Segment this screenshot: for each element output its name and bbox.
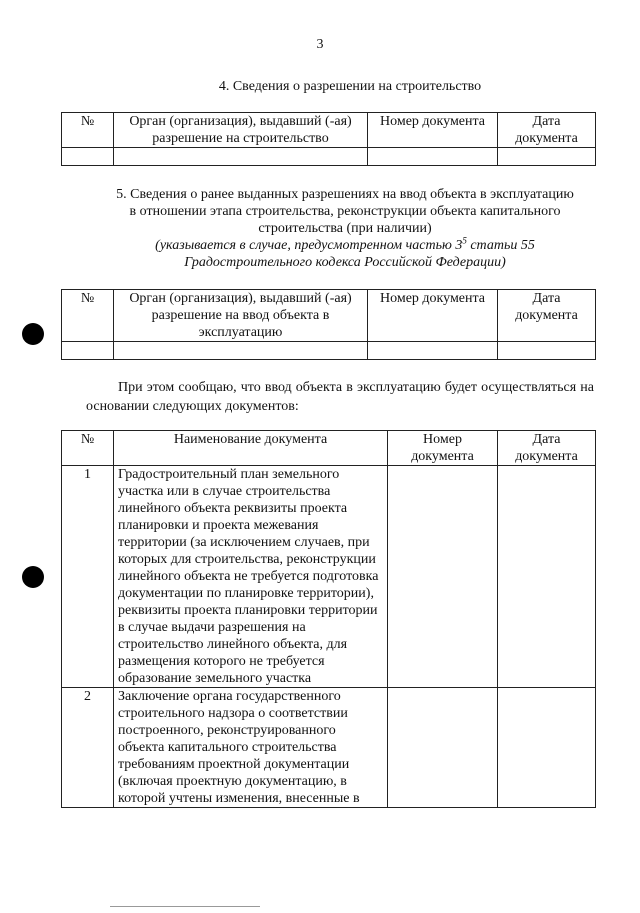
row-number: 2 [62,688,114,808]
section-4-title: 4. Сведения о разрешении на строительство [218,79,482,94]
document-date [498,466,596,688]
document-date [498,688,596,808]
document-number [388,466,498,688]
table-row [62,688,596,808]
empty-cell [62,342,114,360]
note-suffix: статьи 55 [466,238,535,253]
table-row [62,466,596,688]
header-document-date: Дата документа [498,290,596,342]
section-5-title-line: 5. Сведения о ранее выданных разрешениях на ввод объекта в эксплуатацию [116,187,574,202]
page-number: 3 [316,37,324,52]
header-document-name: Наименование документа [114,431,388,466]
table-header-row [62,290,596,342]
empty-cell [114,148,368,166]
header-number-sign: № [62,431,114,466]
header-number-sign: № [62,290,114,342]
document-name: Градостроительный план земельного участка или в случае строительства линейного объекта реквизиты проекта планировки и проекта межевания территории (за исключением случаев, при которых для строительства, реконструкции линейного объекта не требуется подготовка документации по планировке территории), реквизиты проекта планировки территории в случае выдачи разрешения на строительство линейного объекта, для размещения которого не требуется образование земельного участка [114,466,388,688]
document-number [388,688,498,808]
binder-hole-mark [22,566,44,588]
empty-cell [368,148,498,166]
header-document-date: Дата документа [498,431,596,466]
note-prefix: (указывается в случае, предусмотренном частью 3 [155,238,463,253]
table-row [62,148,596,166]
table-row [62,342,596,360]
section-5-note [80,237,610,254]
section-5-note-line2: Градостроительного кодекса Российской Федерации) [184,255,506,270]
section-5-title [80,186,610,271]
statement-paragraph: При этом сообщаю, что ввод объекта в эксплуатацию будет осуществляться на основании следующих документов: [86,380,594,414]
documents-table [61,430,596,808]
section-5-title-line: в отношении этапа строительства, реконструкции объекта капитального [129,204,561,219]
header-issuing-authority: Орган (организация), выдавший (-ая) разрешение на ввод объекта в эксплуатацию [114,290,368,342]
section-5-title-line: строительства (при наличии) [258,221,432,236]
note-superscript: 5 [462,235,467,246]
header-issuing-authority: Орган (организация), выдавший (-ая) разрешение на строительство [114,113,368,148]
empty-cell [368,342,498,360]
empty-cell [114,342,368,360]
building-permit-table [61,112,596,166]
binder-hole-mark [22,323,44,345]
header-document-date: Дата документа [498,113,596,148]
empty-cell [498,148,596,166]
header-document-number: Номер документа [368,290,498,342]
row-number: 1 [62,466,114,688]
previous-permits-table [61,289,596,360]
empty-cell [498,342,596,360]
table-header-row [62,113,596,148]
empty-cell [62,148,114,166]
header-document-number: Номер документа [368,113,498,148]
header-document-number: Номер документа [388,431,498,466]
bottom-rule [110,906,260,907]
header-number-sign: № [62,113,114,148]
table-header-row [62,431,596,466]
document-name: Заключение органа государственного строительного надзора о соответствии построенного, реконструированного объекта капитального строительства требованиям проектной документации (включая проектную документацию, в которой учтены изменения, внесенные в [114,688,388,808]
